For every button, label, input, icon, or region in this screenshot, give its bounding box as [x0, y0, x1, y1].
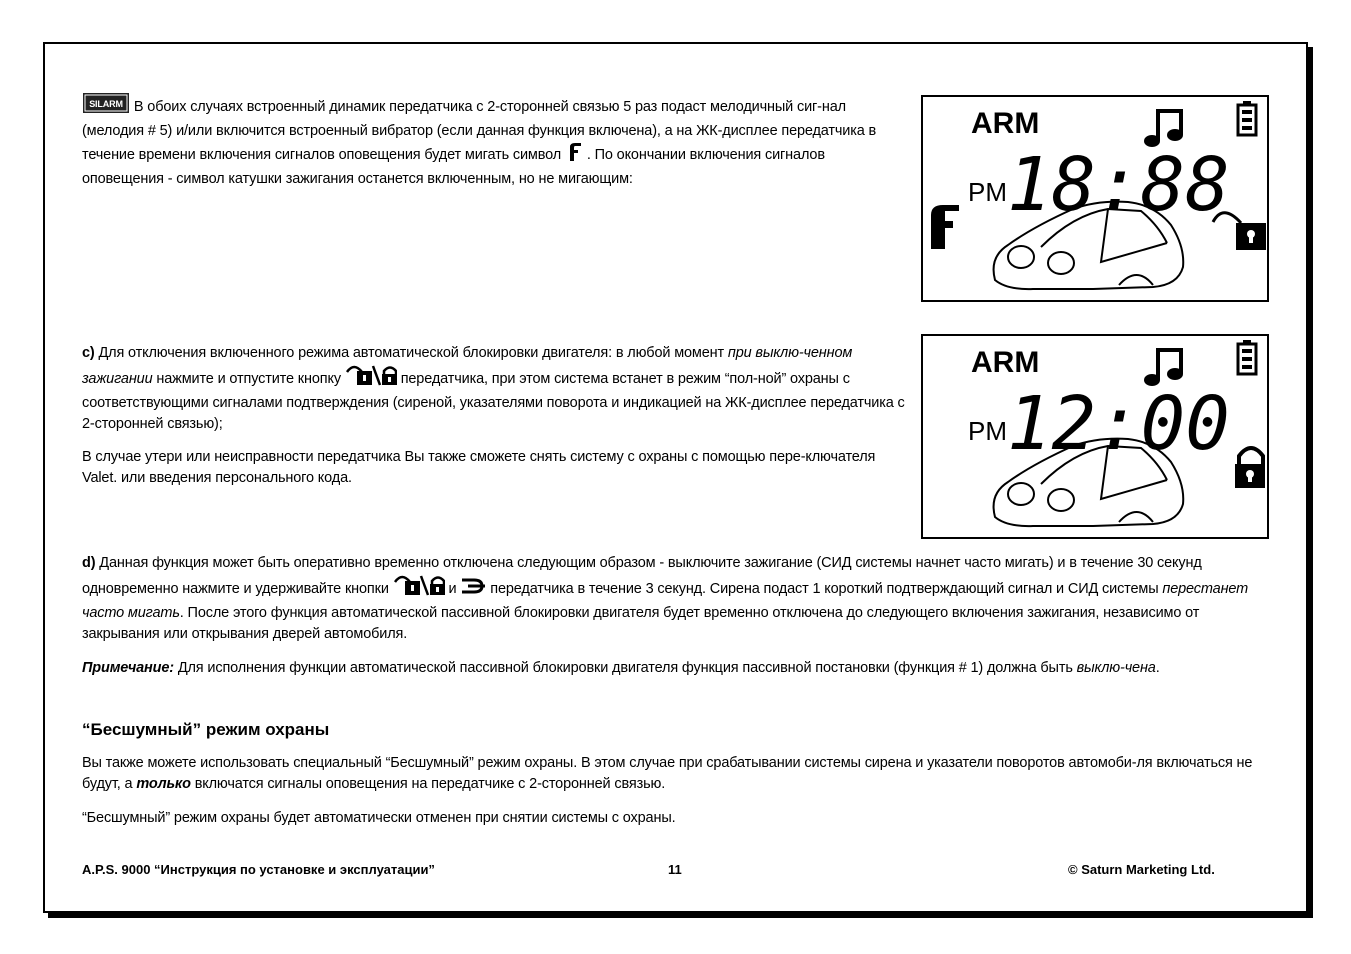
battery-icon — [1238, 101, 1256, 135]
silarm-badge-text: SILARM — [89, 99, 123, 109]
section-c-text-2: нажмите и отпустите кнопку — [152, 371, 345, 387]
note-paragraph — [82, 658, 1270, 679]
lock-unlock-button-icon — [345, 364, 397, 393]
lcd1-time: 18:88 — [1007, 142, 1230, 228]
intro-paragraph — [82, 92, 908, 190]
valet-paragraph: В случае утери или неисправности передатчика Вы также сможете снять систему с охраны с помощью пере-ключателя Valet. или введения персонального кода. — [82, 449, 876, 486]
note-label: Примечание: — [82, 660, 174, 676]
lcd2-time: 12:00 — [1007, 381, 1230, 467]
note-text-2: . — [1155, 660, 1160, 676]
footer-title: A.P.S. 9000 “Инструкция по установке и эксплуатации” — [82, 862, 435, 877]
silent-text-1: Вы также можете использовать специальный “Бесшумный” режим охраны. В этом случае при срабатывании системы сирена и указатели поворотов автомоби-ля включаться не будут, а — [82, 755, 1253, 792]
note-italic: выклю-чена — [1076, 660, 1156, 676]
intro-text-2: . По окончании включения сигналов оповещения - символ катушки зажигания останется включенным, но не мигающим: — [82, 147, 825, 187]
lock-closed-icon — [1235, 448, 1265, 488]
ignition-key-button-icon — [460, 576, 486, 603]
silent-mode-paragraph-2: “Бесшумный” режим охраны будет автоматически отменен при снятии системы с охраны. — [82, 810, 676, 826]
music-note-icon — [1146, 350, 1181, 384]
footer-copyright: © Saturn Marketing Ltd. — [1068, 862, 1215, 877]
lcd1-ampm: PM — [968, 177, 1007, 207]
lcd2-mode: ARM — [971, 346, 1040, 379]
ignition-coil-icon — [565, 142, 583, 169]
lcd1-mode: ARM — [971, 107, 1040, 140]
ignition-coil-icon-large — [931, 205, 959, 249]
section-c-label: c) — [82, 345, 95, 361]
silent-bold: только — [136, 776, 191, 792]
lcd-display-2 — [921, 334, 1269, 539]
battery-icon — [1238, 340, 1256, 374]
lcd2-ampm: PM — [968, 416, 1007, 446]
music-note-icon — [1146, 111, 1181, 145]
silent-text-2: включатся сигналы оповещения на передатчике с 2-сторонней связью. — [190, 776, 666, 792]
section-c-paragraph — [82, 343, 908, 435]
lcd-display-1 — [921, 95, 1269, 302]
page-number: 11 — [668, 862, 682, 877]
section-d-text-3: передатчика в течение 3 секунд. Сирена подаст 1 короткий подтверждающий сигнал и СИД системы — [486, 581, 1163, 597]
silarm-badge-icon — [82, 92, 130, 121]
section-c-text-3: передатчика, при этом система встанет в режим “пол-ной” охраны с соответствующими сигналами подтверждения (сиреной, указателями поворота и индикацией на ЖК-дисплее передатчика с 2-сторонней связью); — [82, 371, 905, 432]
section-c-italic: при выклю-ченном зажигании — [82, 345, 853, 387]
section-d-text-2: и — [444, 581, 461, 597]
section-d-italic: перестанет часто мигать — [82, 581, 1249, 621]
section-d-text-1: Данная функция может быть оперативно временно отключена следующим образом - выключите зажигание (СИД системы начнет часто мигать) и в течение 30 секунд одновременно нажмите и удерживайте кнопки — [82, 555, 1202, 597]
lock-unlock-button-icon — [393, 574, 445, 603]
section-d-label: d) — [82, 555, 96, 571]
section-d-text-4: . После этого функция автоматической пассивной блокировки двигателя будет временно отключена до следующего включения зажигания, независимо от закрывания или открывания дверей автомобиля. — [82, 605, 1200, 642]
section-c-text-1: Для отключения включенного режима автоматической блокировки двигателя: в любой момент — [94, 345, 728, 361]
section-heading: “Бесшумный” режим охраны — [82, 720, 330, 739]
note-text-1: Для исполнения функции автоматической пассивной блокировки двигателя функция пассивной постановки (функция # 1) должна быть — [173, 660, 1077, 676]
lock-icon — [1236, 223, 1266, 250]
section-d-paragraph — [82, 553, 1270, 645]
intro-text-1: В обоих случаях встроенный динамик передатчика с 2-сторонней связью 5 раз подаст мелодичный сиг-нал (мелодия # 5) и/или включится встроенный вибратор (если данная функция включена), а на ЖК-дисплее передатчика в течение времени включения сигналов оповещения будет мигать символ — [82, 99, 877, 163]
silent-mode-paragraph-1 — [82, 753, 1270, 795]
